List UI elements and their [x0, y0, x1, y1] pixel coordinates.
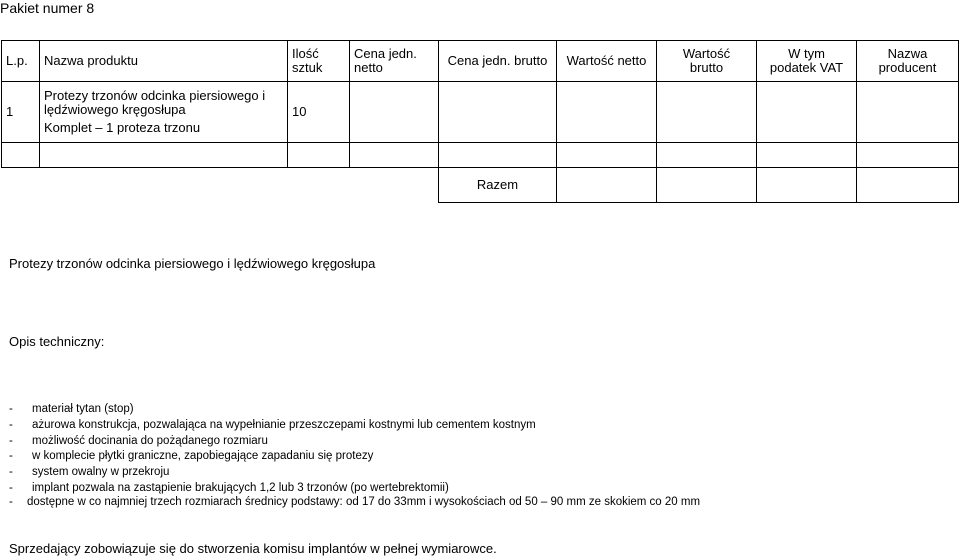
table-total-row [2, 168, 959, 203]
header-net-value: Wartość netto [557, 41, 657, 82]
header-producer: Nazwa producent [857, 41, 959, 82]
offer-table [1, 40, 959, 203]
header-net-price: Cena jedn. netto [350, 41, 439, 82]
row-net-price [350, 82, 439, 143]
total-label: Razem [439, 168, 557, 203]
product-subtitle: Protezy trzonów odcinka piersiowego i lędźwiowego kręgosłupa [9, 256, 376, 271]
document-title: Pakiet numer 8 [0, 0, 95, 16]
table-header-row [2, 41, 959, 82]
row-net-value [557, 82, 657, 143]
table-row [2, 82, 959, 143]
header-qty: Ilość sztuk [288, 41, 350, 82]
header-vat: W tym podatek VAT [757, 41, 857, 82]
row-qty: 10 [288, 82, 350, 143]
header-name: Nazwa produktu [40, 41, 288, 82]
row-name: Protezy trzonów odcinka piersiowego i lędźwiowego kręgosłupa Komplet – 1 proteza trzonu [40, 82, 288, 143]
row-vat [757, 82, 857, 143]
spec-heading: Opis techniczny: [9, 334, 105, 349]
table-row-empty [2, 143, 959, 168]
row-lp: 1 [2, 82, 40, 143]
row-gross-value [657, 82, 757, 143]
row-gross-price [439, 82, 557, 143]
row-producer [857, 82, 959, 143]
header-gross-value: Wartość brutto [657, 41, 757, 82]
header-lp: L.p. [2, 41, 40, 82]
header-gross-price: Cena jedn. brutto [439, 41, 557, 82]
footer-note: Sprzedający zobowiązuje się do stworzenia komisu implantów w pełnej wymiarowce. [9, 541, 497, 556]
